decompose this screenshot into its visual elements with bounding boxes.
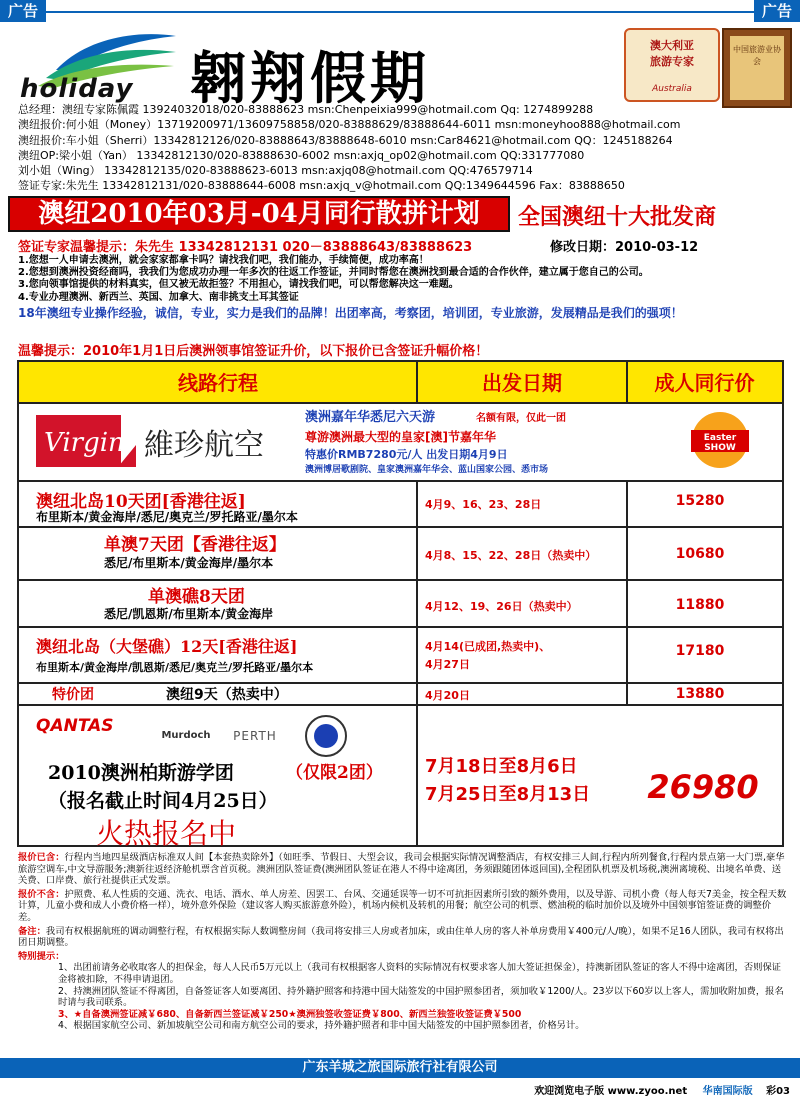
terms-section [18, 852, 788, 1032]
study-title: 2010澳洲柏斯游学团 [48, 762, 234, 784]
paper-name: 华南国际版 [702, 1086, 753, 1097]
note-item: 2.您想到澳洲投资经商吗，我我们为您成功办理一年多次的往返工作签证，并同时帮您在澳洲找到最合适的合作伙伴，建立属于您自己的公司。 [18, 267, 649, 279]
company-slogan: 18年澳纽专业操作经验，诚信，专业，实力是我们的品牌！出团率高，考察团，培训团，专业旅游，发展精品是我们的强项！ [18, 306, 683, 320]
row-divider [19, 626, 782, 628]
route-title: 澳纽北岛（大堡礁）12天[香港往返] [36, 637, 298, 656]
route-title: 单澳礁8天团 [148, 587, 245, 607]
excluded-label: 报价不含： [18, 888, 65, 900]
divider [416, 480, 418, 845]
special-label: 特价团 [52, 687, 94, 703]
government-seal [296, 712, 356, 760]
note-item: 1.您想一人申请去澳洲，就会家家都拿卡吗？请找我们吧，我们能办，手续简便，成功率高！ [18, 255, 429, 266]
col-price-header: 成人同行价 [627, 362, 782, 404]
row-divider [19, 526, 782, 528]
hot-signup: 火热报名中 [96, 817, 237, 850]
col-date-header: 出发日期 [417, 362, 627, 404]
warm-tip: 温馨提示：2010年1月1日后澳洲领事馆签证升价，以下报价已含签证升幅价格！ [18, 344, 489, 359]
route-dates: 4月8、15、22、28日（热卖中） [425, 549, 597, 562]
route-price: 11880 [675, 597, 725, 613]
contact-row: 总经理：澳纽专家陈佩霞 13924032018/020-83888623 msn:Chenpeixia999@hotmail.com Qq: 1274899288 [18, 103, 594, 116]
visa-tip: 签证专家温馨提示：朱先生 13342812131 020－83888643/83888623 [18, 240, 473, 255]
excluded-text: 护照费、私人性质的交通、洗衣、电话、酒水、单人房差、因罢工、台风、交通延误等一切不可抗拒因素所引致的额外费用，以及导游、司机小费（每人每天7美金，按全程天数计算，儿童小费和成人小费价格一样），境外意外保险（建议客人购买旅游意外险），机场内候机及转机的用餐；航空公司的机票、燃油税的临时加价以及境外中国领事馆签证费的调整价差。 [18, 888, 787, 923]
promo-sub: 尊游澳洲最大型的皇家[澳]节嘉年华 [305, 430, 496, 444]
special-block [18, 951, 788, 963]
col-route-header: 线路行程 [19, 362, 417, 404]
excluded-block [18, 889, 788, 924]
ad-tag-right: 广告 [754, 0, 800, 22]
badge-line-2: 旅游专家 [650, 55, 694, 68]
study-deadline: （报名截止时间4月25日） [48, 790, 278, 812]
study-limit: （仅限2团） [286, 763, 383, 783]
murdoch-logo: Murdoch [161, 730, 211, 741]
route-title: 单澳7天团【香港往返】 [104, 535, 286, 555]
study-date-2: 7月25日至8月13日 [425, 784, 591, 805]
special-item: 3、★自备澳洲签证减￥680、自备新西兰签证减￥250★澳洲独签收签证费￥800、新西兰独签收签证费￥500 [58, 1008, 522, 1020]
route-cities: 悉尼/布里斯本/黄金海岸/墨尔本 [104, 556, 274, 570]
logo-word: holiday [20, 74, 134, 104]
route-title: 澳纽北岛10天团[香港往返] [36, 492, 246, 512]
plan-banner: 澳纽2010年03月-04月同行散拼计划 [8, 196, 510, 232]
included-block [18, 852, 788, 887]
route-price: 10680 [675, 546, 725, 562]
virgin-airline-name: 維珍航空 [144, 428, 264, 463]
service-notes [18, 255, 649, 304]
route-price: 15280 [675, 493, 725, 509]
route-dates: 4月14(已成团,热卖中)、 [425, 640, 551, 653]
contact-row: 澳纽报价:何小姐（Money）13719200971/13609758858/020-83888629/83888644-6011 msn:moneyhoo888@hotmail.com [18, 118, 681, 132]
page-number: 彩03 [766, 1086, 790, 1097]
e-paper-link[interactable]: 欢迎浏览电子版 www.zyoo.net [534, 1086, 688, 1097]
easter-show-logo [685, 410, 755, 470]
divider [416, 362, 418, 404]
virgin-airline-logo [26, 405, 296, 475]
top-rule [0, 11, 800, 13]
study-date-1: 7月18日至8月6日 [425, 756, 578, 777]
promo-places: 澳洲博居歌剧院、皇家澳洲嘉年华会、蓝山国家公园、悉市场 [305, 465, 549, 475]
promo-price: 特惠价RMB7280元/人 出发日期4月9日 [305, 448, 508, 461]
plaque-text: 中国旅游业协会 [730, 36, 784, 100]
route-price: 13880 [675, 686, 725, 702]
footer-info [534, 1082, 790, 1097]
study-price: 26980 [647, 768, 759, 806]
route-cities: 悉尼/凯恩斯/布里斯本/黄金海岸 [104, 607, 274, 621]
included-label: 报价已含： [18, 852, 65, 863]
qantas-logo: QANTAS [36, 716, 114, 736]
contact-row: 澳纽OP:梁小姐（Yan） 13342812130/020-83888630-6002 msn:axjq_op02@hotmail.com QQ:331777080 [18, 148, 585, 162]
route-price: 17180 [675, 643, 725, 659]
australia-expert-badge [624, 28, 720, 102]
show-text: SHOW [704, 443, 736, 453]
note-item: 3.您向领事馆提供的材料真实，但又被无故拒签？不用担心，请找我们吧，可以帮您解决这一难题。 [18, 279, 459, 291]
special-item: 1、出团前请务必收取客人的担保金，每人人民币5万元以上（我司有权根据客人资料的实际情况有权要求客人加大签证担保金），持澳新团队签证的客人不得中途离团，否则保证金将被扣除，不得申请退团。 [58, 962, 782, 985]
special-route: 澳纽9天（热卖中） [166, 687, 288, 703]
included-text: 行程内当地四星级酒店标准双人间【本套热卖除外】（如旺季、节假日、大型会议，我司会根据实际情况调整酒店，有权安排三人间,行程内所列餐食,行程内景点第一大门票,豪华旅游空调车,中文导游服务;澳新往返经济舱机票含首页税。澳洲团队签证费(澳洲团队签证在港人不得中途离团，务须跟随团体返回国),全程团队机票及机场税,澳洲离境税、出境名单费、送关费、口岸费、旅行社提供正式发票。 [18, 852, 785, 887]
badge-sub: Australia [652, 84, 692, 94]
route-dates: 4月9、16、23、28日 [425, 498, 542, 511]
divider [626, 480, 628, 704]
divider [626, 362, 628, 404]
row-divider [19, 682, 782, 684]
modified-date: 修改日期：2010-03-12 [550, 240, 699, 255]
row-divider [19, 704, 782, 706]
row-divider [19, 480, 782, 482]
promo-limited: 名额有限，仅此一团 [476, 413, 566, 424]
remarks-block [18, 926, 788, 949]
company-footer: 广东羊城之旅国际旅行社有限公司 [0, 1058, 800, 1078]
badge-line-1: 澳大利亚 [650, 39, 694, 52]
note-item: 4.专业办理澳洲、新西兰、英国、加拿大、南非挑支土耳其签证 [18, 291, 299, 303]
association-plaque [722, 28, 792, 108]
special-item: 2、持澳洲团队签证不得离团，自备签证客人如要离团、持外籍护照客和持港中国大陆签发的中国护照参团者，须加收￥1200/人。23岁以下60岁以上客人，需加收附加费，报名时请与我司联系。 [58, 985, 784, 1009]
ad-tag-left: 广告 [0, 0, 46, 22]
national-wholesaler: 全国澳纽十大批发商 [518, 204, 717, 230]
contact-row: 签证专家:朱先生 13342812131/020-83888644-6008 msn:axjq_v@hotmail.com QQ:1349644596 Fax：83888650 [18, 179, 625, 193]
easter-text: Easter [703, 433, 737, 443]
route-dates-2: 4月27日 [425, 658, 470, 671]
virgin-word: Virgin [44, 428, 125, 458]
route-cities: 布里斯本/黄金海岸/悉尼/奥克兰/罗托路亚/墨尔本 [36, 510, 298, 524]
brand-title: 翱翔假期 [190, 46, 430, 112]
route-dates: 4月12、19、26日（热卖中） [425, 600, 578, 613]
row-divider [19, 579, 782, 581]
contact-list [18, 102, 788, 194]
special-item: 4、根据国家航空公司、新加坡航空公司和南方航空公司的要求，持外籍护照者和非中国大陆签发的中国护照参团者，价格另计。 [58, 1020, 585, 1032]
special-label: 特别提示： [18, 950, 65, 962]
remarks-text: 我司有权根据航班的调动调整行程，有权根据实际人数调整房间（我司将安排三人房或者加床，或由住单人房的客人补单房费用￥400元/人/晚），如果不足16人团队，我司有权将出团日期调整。 [18, 925, 784, 949]
perth-logo: PERTH [233, 729, 277, 743]
contact-row: 澳纽报价:车小姐（Sherri）13342812126/020-83888643/83888648-6010 msn:Car84621@hotmail.com QQ：1245188264 [18, 133, 673, 147]
promo-title: 澳洲嘉年华悉尼六天游 [305, 410, 436, 425]
contact-row: 刘小姐（Wing） 13342812135/020-83888623-6013 msn:axjq08@hotmail.com QQ:476579714 [18, 164, 533, 178]
route-dates: 4月20日 [425, 689, 470, 702]
remarks-label: 备注： [18, 925, 46, 937]
route-cities: 布里斯本/黄金海岸/凯恩斯/悉尼/奥克兰/罗托路亚/墨尔本 [36, 661, 314, 674]
